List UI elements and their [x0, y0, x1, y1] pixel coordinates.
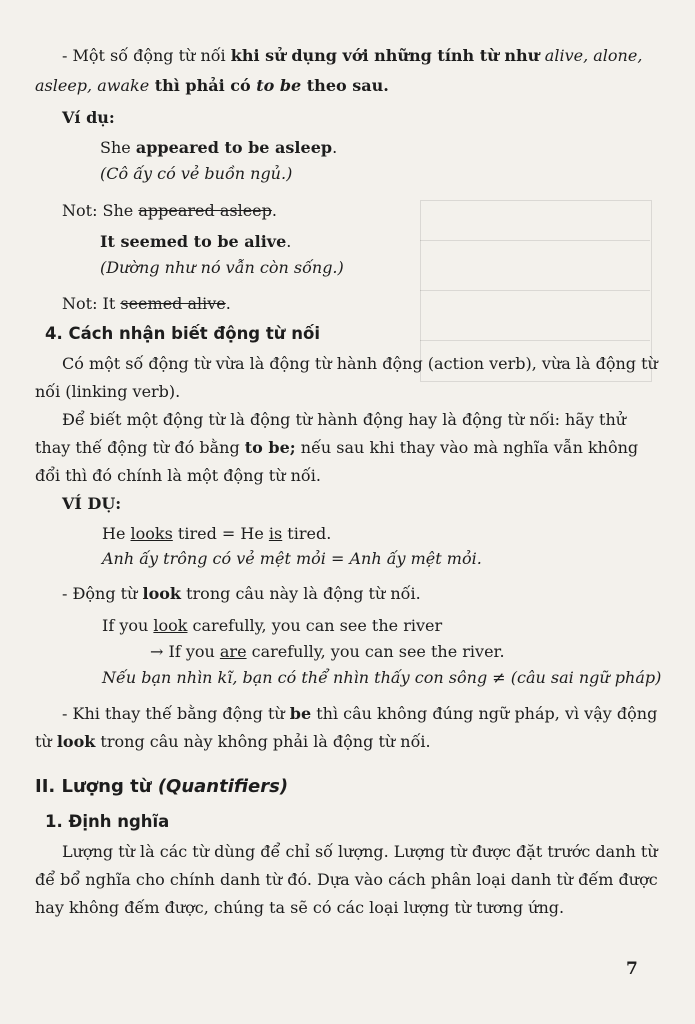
- example-4: If you look carefully, you can see the river: [102, 616, 443, 635]
- example-2: It seemed to be alive.: [100, 232, 292, 251]
- example-1-translation: (Cô ấy có vẻ buồn ngủ.): [100, 164, 293, 183]
- example-2-translation: (Dường như nó vẫn còn sống.): [100, 258, 344, 277]
- bleed-through-line: [420, 340, 650, 341]
- paragraph-1: Có một số động từ vừa là động từ hành động (action verb), vừa là động từ nối (linking verb).: [35, 354, 658, 401]
- note-1: - Động từ look trong câu này là động từ nối.: [62, 584, 421, 603]
- paragraph-2: Để biết một động từ là động từ hành động hay là động từ nối: hãy thử thay thế động từ đó bằng to be; nếu sau khi thay vào mà nghĩa vẫn không đổi thì đó chính là một động từ nối.: [35, 410, 639, 485]
- intro-line-2: asleep, awake thì phải có to be theo sau.: [35, 76, 389, 95]
- arrow-icon: →: [150, 642, 164, 661]
- bleed-through-line: [420, 240, 650, 241]
- paragraph-3: Lượng từ là các từ dùng để chỉ số lượng. Lượng từ được đặt trước danh từ để bổ nghĩa cho chính danh từ đó. Dựa vào cách phân loại danh từ đếm được hay không đếm được, chúng ta sẽ có các loại lượng từ tương ứng.: [35, 842, 658, 917]
- not-example-2: Not: It seemed alive.: [62, 294, 231, 313]
- page-number: 7: [626, 959, 638, 979]
- section-4-title: 4. Cách nhận biết động từ nối: [45, 324, 320, 343]
- example-3: He looks tired = He is tired.: [102, 524, 332, 543]
- example-4-translation: Nếu bạn nhìn kĩ, bạn có thể nhìn thấy con sông ≠ (câu sai ngữ pháp): [102, 668, 662, 687]
- section-II-title: II. Lượng từ (Quantifiers): [35, 776, 289, 797]
- note-2: - Khi thay thế bằng động từ be thì câu không đúng ngữ pháp, vì vậy động từ look trong câu này không phải là động từ nối.: [35, 704, 658, 751]
- example-label: Ví dụ:: [62, 108, 115, 127]
- bleed-through-line: [420, 290, 650, 291]
- example-3-translation: Anh ấy trông có vẻ mệt mỏi = Anh ấy mệt mỏi.: [102, 549, 482, 568]
- section-1-title: 1. Định nghĩa: [45, 812, 170, 831]
- example-4-rewrite: → If you are carefully, you can see the river.: [150, 642, 505, 661]
- example-1: She appeared to be asleep.: [100, 138, 338, 157]
- intro-line-1: - Một số động từ nối khi sử dụng với những tính từ như alive, alone,: [62, 46, 643, 65]
- not-example-1: Not: She appeared asleep.: [62, 201, 277, 220]
- example-label-2: VÍ DỤ:: [62, 494, 122, 513]
